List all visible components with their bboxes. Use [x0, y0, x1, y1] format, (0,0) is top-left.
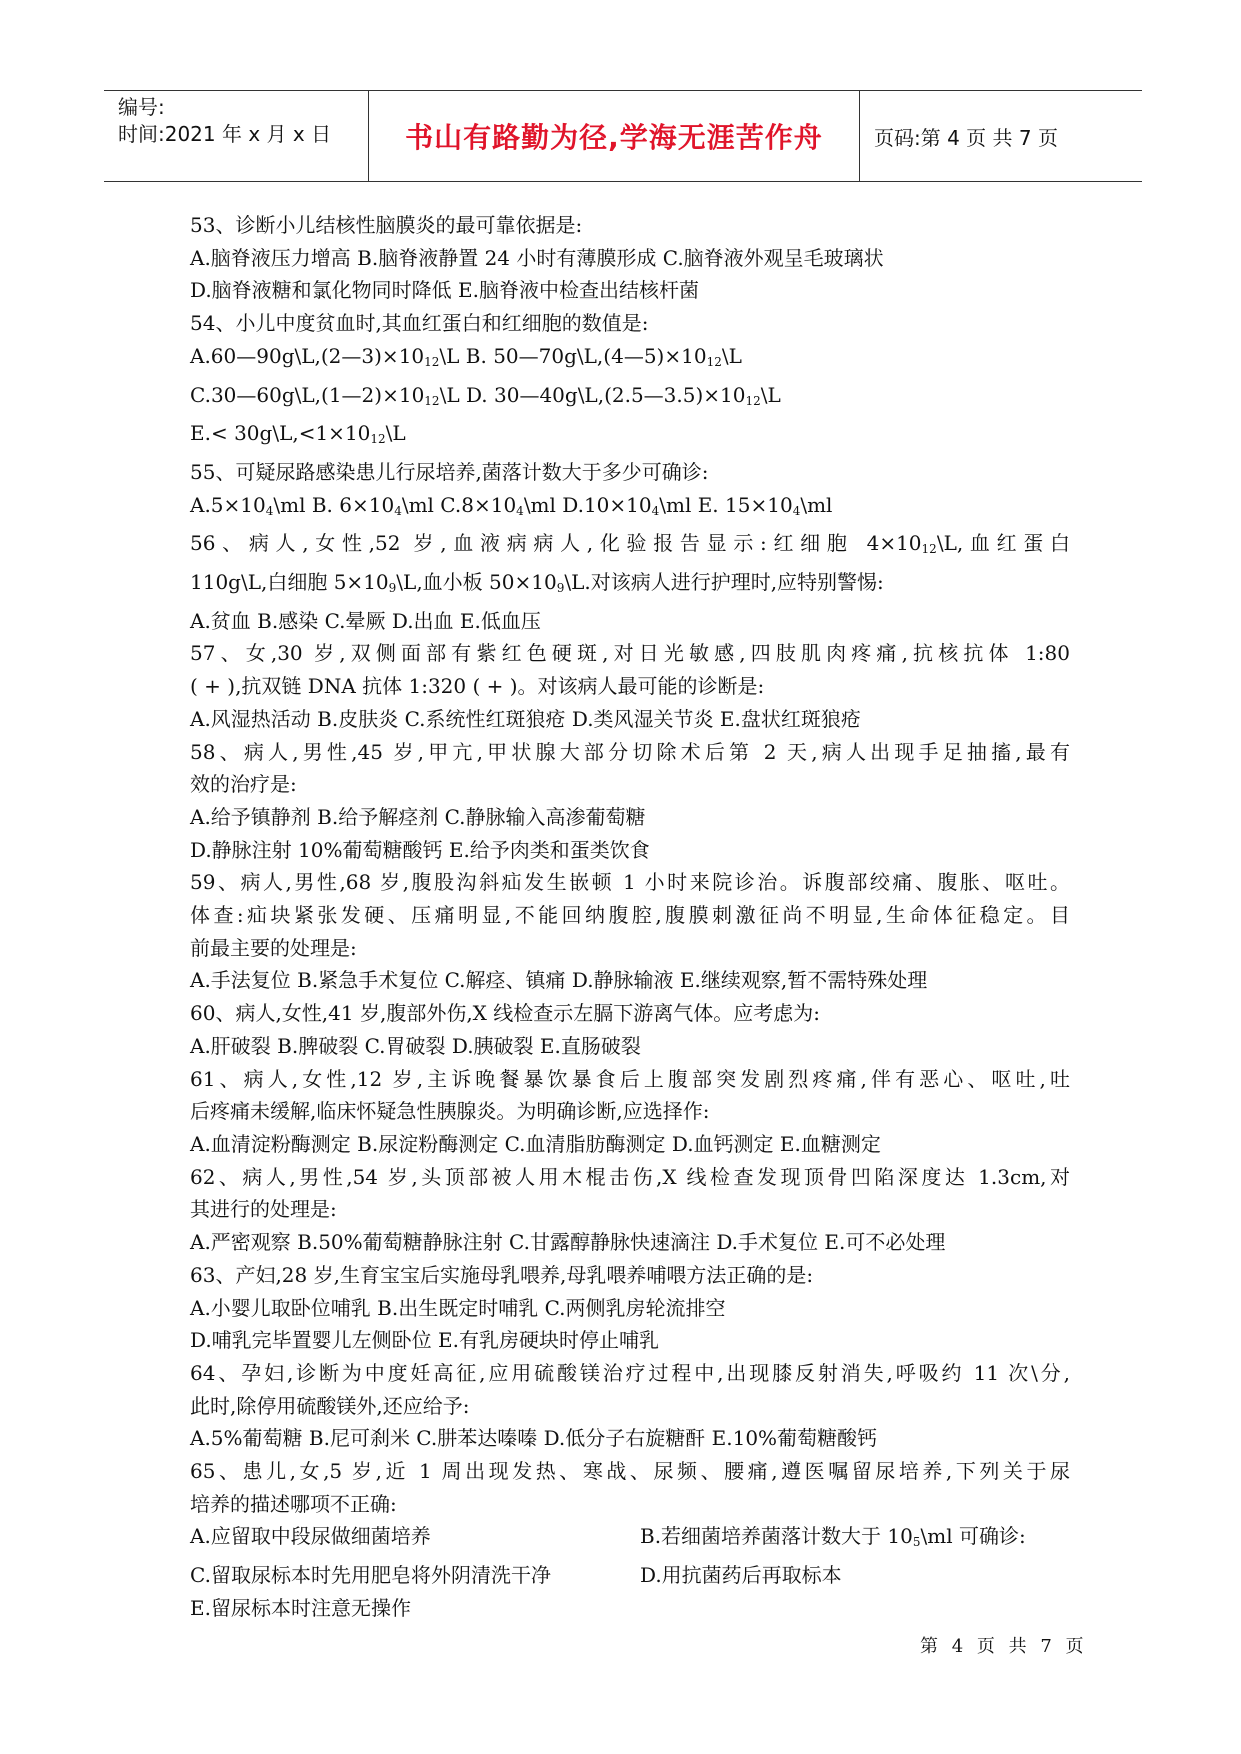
text-run: A.贫血 B.感染 C.晕厥 D.出血 E.低血压 [190, 608, 541, 633]
text-run: A.血清淀粉酶测定 B.尿淀粉酶测定 C.血清脂肪酶测定 D.血钙测定 E.血糖测定 [190, 1131, 881, 1156]
superscript-text: 12 [424, 354, 440, 369]
superscript-text: 5 [912, 1535, 921, 1550]
text-line [190, 801, 1070, 834]
text-run: \L.对该病人进行护理时,应特别警惕: [564, 570, 884, 595]
text-run: A.严密观察 B.50%葡萄糖静脉注射 C.甘露醇静脉快速滴注 D.手术复位 E.可不必处理 [190, 1230, 946, 1255]
text-run: 55、可疑尿路感染患儿行尿培养,菌落计数大于多少可确诊: [190, 459, 709, 484]
text-line [190, 1030, 1070, 1063]
text-line [190, 1390, 1070, 1423]
text-run: E.留尿标本时注意无操作 [190, 1595, 411, 1620]
document-number-label: 编号: [118, 95, 165, 119]
text-run: \ml C.8×10 [401, 492, 517, 517]
text-line [190, 1520, 1070, 1559]
text-line [190, 637, 1070, 670]
text-line [190, 768, 1070, 801]
text-run: \ml E. 15×10 [659, 492, 793, 517]
text-run: 110g\L,白细胞 5×10 [190, 570, 389, 595]
header-motto: 书山有路勤为径,学海无涯苦作舟 [405, 121, 823, 154]
superscript-text: 4 [516, 503, 524, 518]
text-run: A.给予镇静剂 B.给予解痉剂 C.静脉输入高渗葡萄糖 [190, 804, 646, 829]
text-run: 53、诊断小儿结核性脑膜炎的最可靠依据是: [190, 213, 583, 237]
option-column [640, 1520, 1090, 1559]
text-run: 效的治疗是: [190, 772, 297, 797]
text-line [190, 274, 1070, 307]
text-line [190, 1226, 1070, 1259]
header-page-cell [860, 91, 1142, 181]
text-line [190, 1357, 1070, 1390]
text-run: B.若细菌培养菌落计数大于 10 [640, 1524, 913, 1549]
text-run: 59、病人,男性,68 岁,腹股沟斜疝发生嵌顿 1 小时来院诊治。诉腹部绞痛、腹胀、呕吐。 [190, 870, 1070, 895]
text-line [190, 417, 1070, 456]
text-run: 64、孕妇,诊断为中度妊高征,应用硫酸镁治疗过程中,出现膝反射消失,呼吸约 11 次\分, [190, 1360, 1070, 1385]
text-line [190, 307, 1070, 340]
text-run: \L,血红蛋白 [936, 531, 1070, 556]
question-list [190, 209, 1070, 1625]
superscript-text: 12 [424, 393, 440, 408]
text-run: 65、患儿,女,5 岁,近 1 周出现发热、寒战、尿频、腰痛,遵医嘱留尿培养,下列关于尿 [190, 1459, 1070, 1484]
text-line [190, 1193, 1070, 1226]
text-line [190, 1128, 1070, 1161]
superscript-text: 12 [921, 542, 937, 557]
text-run: 62、病人,男性,54 岁,头顶部被人用木棍击伤,X 线检查发现顶骨凹陷深度达 1.3cm,对 [190, 1164, 1070, 1189]
text-run: A.小婴儿取卧位哺乳 B.出生既定时哺乳 C.两侧乳房轮流排空 [190, 1295, 726, 1320]
text-line [190, 379, 1070, 418]
text-run: 57、女,30 岁,双侧面部有紫红色硬斑,对日光敏感,四肢肌肉疼痛,抗核抗体 1:80 [190, 641, 1070, 666]
text-line [190, 1324, 1070, 1357]
superscript-text: 4 [394, 503, 402, 518]
text-run: 其进行的处理是: [190, 1197, 337, 1222]
text-line [190, 1095, 1070, 1128]
superscript-text: 9 [556, 581, 565, 596]
text-line [190, 899, 1070, 932]
superscript-text: 9 [388, 581, 397, 596]
text-run: \ml [800, 492, 833, 517]
text-run: 61、病人,女性,12 岁,主诉晚餐暴饮暴食后上腹部突发剧烈疼痛,伴有恶心、呕吐,吐 [190, 1066, 1070, 1091]
text-line [190, 1422, 1070, 1455]
text-run: A.5×10 [190, 492, 266, 517]
text-line [190, 1592, 1070, 1625]
text-line [190, 489, 1070, 528]
option-column [190, 1520, 640, 1559]
text-line [190, 932, 1070, 965]
text-run: \ml D.10×10 [523, 492, 652, 517]
header-motto-cell [369, 91, 860, 181]
text-run: D.用抗菌药后再取标本 [640, 1563, 842, 1588]
text-line [190, 1488, 1070, 1521]
text-run: 培养的描述哪项不正确: [190, 1491, 397, 1516]
text-run: A.应留取中段尿做细菌培养 [190, 1524, 431, 1549]
text-run: C.留取尿标本时先用肥皂将外阴清洗干净 [190, 1563, 551, 1588]
header-meta [104, 91, 369, 181]
text-run: A.脑脊液压力增高 B.脑脊液静置 24 小时有薄膜形成 C.脑脊液外观呈毛玻璃状 [190, 245, 884, 270]
text-run: 此时,除停用硫酸镁外,还应给予: [190, 1393, 470, 1418]
text-line [190, 1259, 1070, 1292]
superscript-text: 12 [370, 432, 386, 447]
text-line [190, 456, 1070, 489]
text-run: 体查:疝块紧张发硬、压痛明显,不能回纳腹腔,腹膜刺激征尚不明显,生命体征稳定。目 [190, 903, 1070, 928]
text-line [190, 866, 1070, 899]
text-run: \L D. 30—40g\L,(2.5—3.5)×10 [439, 382, 746, 407]
text-line [190, 834, 1070, 867]
text-line [190, 566, 1070, 605]
text-run: A.风湿热活动 B.皮肤炎 C.系统性红斑狼疮 D.类风湿关节炎 E.盘状红斑狼疮 [190, 706, 861, 731]
option-column [190, 1559, 640, 1592]
text-run: 58、病人,男性,45 岁,甲亢,甲状腺大部分切除术后第 2 天,病人出现手足抽搐,最有 [190, 739, 1070, 764]
text-run: 60、病人,女性,41 岁,腹部外伤,X 线检查示左膈下游离气体。应考虑为: [190, 1001, 821, 1026]
text-run: A.肝破裂 B.脾破裂 C.胃破裂 D.胰破裂 E.直肠破裂 [190, 1033, 641, 1058]
text-line [190, 1063, 1070, 1096]
text-run: \ml 可确诊: [920, 1524, 1026, 1549]
page-footer: 第 4 页 共 7 页 [920, 1636, 1088, 1657]
text-line [190, 997, 1070, 1030]
text-run: \L [385, 421, 406, 446]
superscript-text: 12 [706, 354, 722, 369]
text-run: 后疼痛未缓解,临床怀疑急性胰腺炎。为明确诊断,应选择作: [190, 1099, 710, 1124]
text-line [190, 736, 1070, 769]
superscript-text: 4 [265, 503, 274, 518]
text-line [190, 605, 1070, 638]
text-line [190, 703, 1070, 736]
text-run: 56、病人,女性,52 岁,血液病病人,化验报告显示:红细胞 4×10 [190, 531, 922, 556]
text-line [190, 1559, 1070, 1592]
text-line [190, 527, 1070, 566]
superscript-text: 12 [745, 393, 761, 408]
text-run: C.30—60g\L,(1—2)×10 [190, 382, 425, 407]
text-line [190, 964, 1070, 997]
superscript-text: 4 [651, 503, 660, 518]
text-run: A.5%葡萄糖 B.尼可刹米 C.肼苯达嗪嗪 D.低分子右旋糖酐 E.10%葡萄糖酸钙 [190, 1426, 878, 1451]
text-run: E.< 30g\L,<1×10 [190, 421, 371, 446]
text-line [190, 1292, 1070, 1325]
text-run: \L B. 50—70g\L,(4—5)×10 [439, 343, 707, 368]
text-run: 前最主要的处理是: [190, 935, 357, 960]
text-line [190, 340, 1070, 379]
page-header [104, 90, 1142, 182]
header-page-label: 页码:第 4 页 共 7 页 [874, 125, 1058, 150]
text-run: \L [721, 343, 742, 368]
option-column [640, 1559, 1090, 1592]
text-run: 54、小儿中度贫血时,其血红蛋白和红细胞的数值是: [190, 311, 649, 336]
text-line [190, 1455, 1070, 1488]
text-line [190, 670, 1070, 703]
text-run: \L [760, 382, 781, 407]
text-run: \L,血小板 50×10 [396, 570, 557, 595]
text-run: A.60—90g\L,(2—3)×10 [190, 343, 425, 368]
superscript-text: 4 [792, 503, 801, 518]
text-line [190, 242, 1070, 275]
text-run: D.静脉注射 10%葡萄糖酸钙 E.给予肉类和蛋类饮食 [190, 837, 650, 862]
text-line [190, 209, 1070, 242]
text-run: ( + ),抗双链 DNA 抗体 1:320 ( + )。对该病人最可能的诊断是: [190, 674, 765, 699]
document-time-label: 时间:2021 年 x 月 x 日 [118, 122, 332, 146]
text-line [190, 1161, 1070, 1194]
text-run: D.脑脊液糖和氯化物同时降低 E.脑脊液中检查出结核杆菌 [190, 278, 699, 303]
text-run: \ml B. 6×10 [273, 492, 395, 517]
text-run: D.哺乳完毕置婴儿左侧卧位 E.有乳房硬块时停止哺乳 [190, 1328, 659, 1353]
text-run: A.手法复位 B.紧急手术复位 C.解痉、镇痛 D.静脉输液 E.继续观察,暂不需特殊处理 [190, 968, 928, 993]
text-run: 63、产妇,28 岁,生育宝宝后实施母乳喂养,母乳喂养哺喂方法正确的是: [190, 1262, 814, 1287]
